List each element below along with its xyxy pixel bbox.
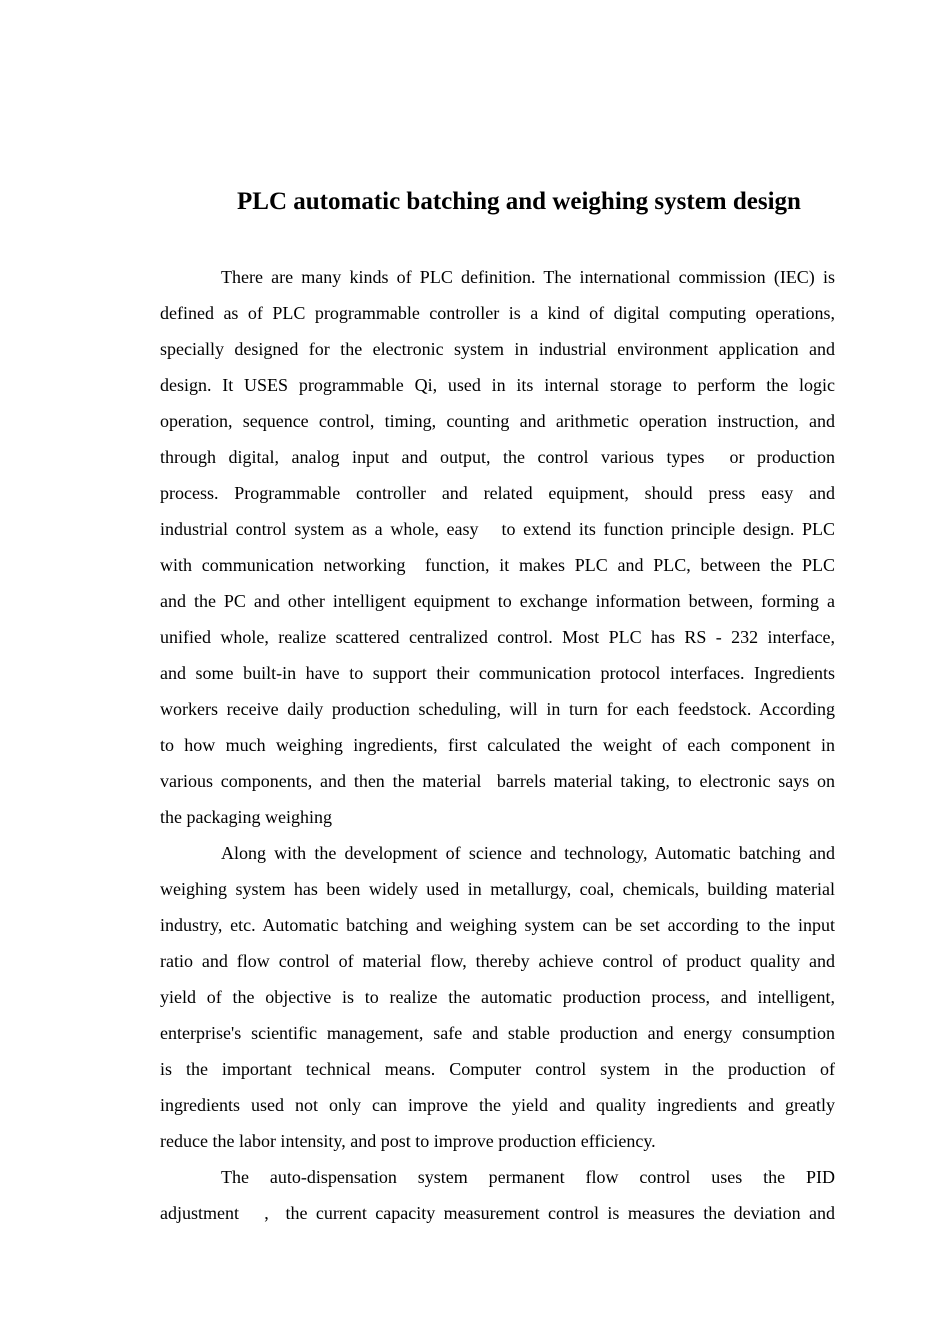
paragraph-line: process. Programmable controller and related equipment, should press easy and <box>160 483 835 503</box>
paragraph-line: unified whole, realize scattered centralized control. Most PLC has RS - 232 interface, <box>160 627 835 647</box>
paragraph-line: the packaging weighing <box>160 807 332 827</box>
paragraph-line: operation, sequence control, timing, counting and arithmetic operation instruction, and <box>160 411 835 431</box>
paragraph-line: reduce the labor intensity, and post to improve production efficiency. <box>160 1131 656 1151</box>
paragraph-line: and the PC and other intelligent equipment to exchange information between, forming a <box>160 591 835 611</box>
paragraph-line: enterprise's scientific management, safe and stable production and energy consumption <box>160 1023 835 1043</box>
paragraph-line: to how much weighing ingredients, first calculated the weight of each component in <box>160 735 835 755</box>
paragraph-line: design. It USES programmable Qi, used in its internal storage to perform the logic <box>160 375 835 395</box>
paragraph-line: industrial control system as a whole, easy to extend its function principle design. PLC <box>160 519 835 539</box>
paragraph-line: industry, etc. Automatic batching and weighing system can be set according to the input <box>160 915 835 935</box>
paragraph <box>160 840 835 1164</box>
paragraph-line: adjustment , the current capacity measurement control is measures the deviation and <box>160 1203 835 1223</box>
document-body <box>160 264 835 1236</box>
paragraph <box>160 1164 835 1236</box>
paragraph-line: yield of the objective is to realize the automatic production process, and intelligent, <box>160 987 835 1007</box>
paragraph-line: specially designed for the electronic system in industrial environment application and <box>160 339 835 359</box>
paragraph-line: defined as of PLC programmable controller is a kind of digital computing operations, <box>160 303 835 323</box>
paragraph-line: various components, and then the material barrels material taking, to electronic says on <box>160 771 835 791</box>
paragraph-line: with communication networking function, it makes PLC and PLC, between the PLC <box>160 555 835 575</box>
paragraph-line: weighing system has been widely used in metallurgy, coal, chemicals, building material <box>160 879 835 899</box>
paragraph-line: ratio and flow control of material flow, thereby achieve control of product quality and <box>160 951 835 971</box>
paragraph <box>160 264 835 840</box>
paragraph-line: is the important technical means. Computer control system in the production of <box>160 1059 835 1079</box>
paragraph-line: and some built-in have to support their communication protocol interfaces. Ingredients <box>160 663 835 683</box>
document-title: PLC automatic batching and weighing system design <box>237 188 801 215</box>
paragraph-line: through digital, analog input and output, the control various types or production <box>160 447 835 467</box>
paragraph-line: ingredients used not only can improve the yield and quality ingredients and greatly <box>160 1095 835 1115</box>
paragraph-line: The auto-dispensation system permanent flow control uses the PID <box>221 1167 835 1187</box>
paragraph-line: There are many kinds of PLC definition. The international commission (IEC) is <box>221 267 835 287</box>
paragraph-line: workers receive daily production scheduling, will in turn for each feedstock. According <box>160 699 835 719</box>
paragraph-line: Along with the development of science and technology, Automatic batching and <box>221 843 835 863</box>
